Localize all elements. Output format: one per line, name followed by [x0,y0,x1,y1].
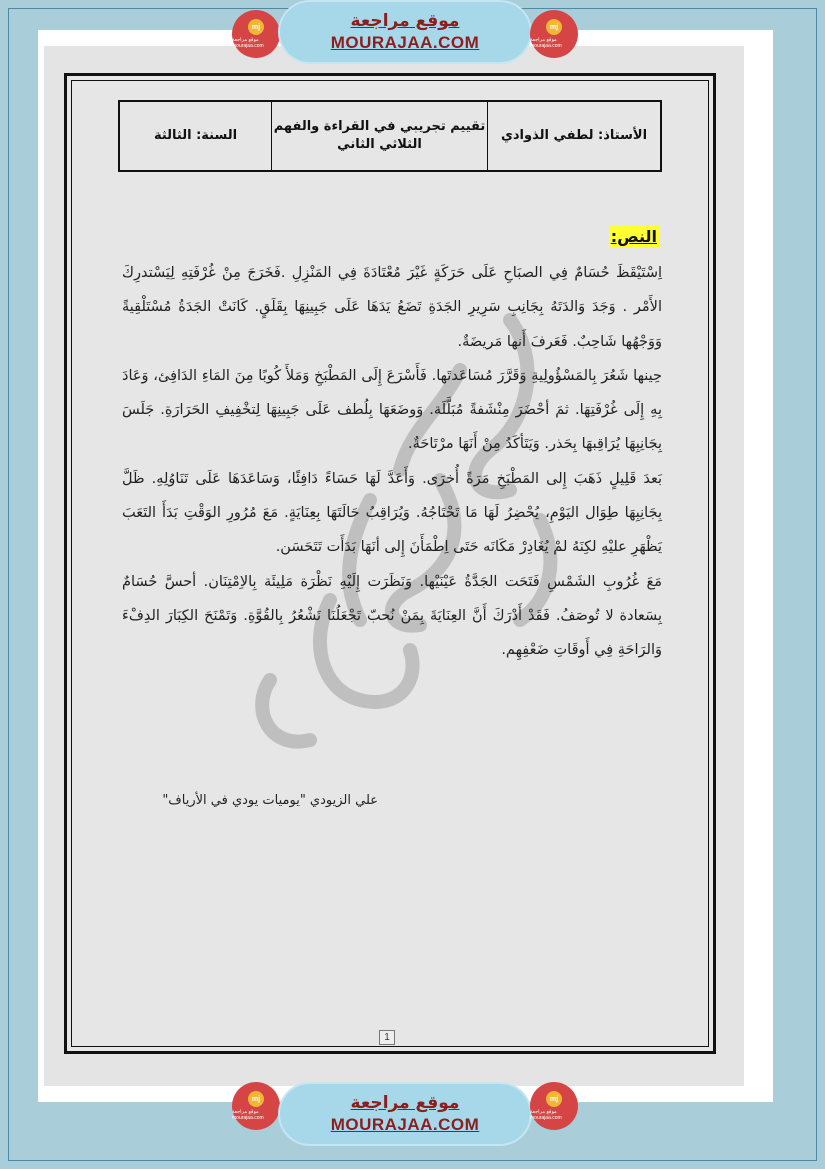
logo-mark-icon: mj [248,1091,264,1107]
logo-mark-icon: mj [546,19,562,35]
reading-text [122,256,662,668]
logo-mark-icon: mj [248,19,264,35]
site-banner-bottom[interactable] [280,1084,530,1144]
teacher-cell: الأستاذ: لطفي الذوادي [500,128,648,143]
logo-mark-icon: mj [546,1091,562,1107]
paragraph-1: اِسْتَيْقَظَ حُسَامٌ فِي الصبَاحِ عَلَى حَرَكَةٍ غَيْرَ مُعْتَادَةَ فِي المَنْزِلِ .فَخَرَجَ مِنْ غُرْفَتِهِ لِيَسْتدرِكَ الأَمْر . وَجَدَ وَالدَتَهُ بِجَانِبِ سَرِيرِ الجَدَةِ تَضَعُ يَدَهَا عَلَى جَبِينِهَا بِقَلَقٍ. كَانَتْ الجَدَةُ مُسْتَلْقِيةً وَوَجْهُها شَاحِبٌ. فَعَرفَ أَنها مَريضَةٌ. [122,265,662,350]
banner-site-url[interactable]: MOURAJAA.COM [330,1115,480,1134]
site-banner-top[interactable] [280,2,530,62]
site-logo-left-top[interactable] [232,10,280,58]
paragraph-2: حِينها شَعُرَ بِالمَسْؤُولِيةِ وَقَرَّرَ مُسَاعَدتَها. فَأَسْرَعَ إِلَى المَطْبَخِ وَمَلأَ كُوبًا مِنَ المَاءِ الدَافِئ، وَعَادَ بِهِ إِلَى غُرْفَتِهَا. ثمَ أحْضَرَ مِنْشَفةً مُبَلَّلَة. وَوضَعَهَا بِلُطف عَلَى جَبِينِهَا لِتخْفِيفِ الحَرَارَةِ. جَلَسَ بِجَانِبِهَا يُرَاقِبهَا بِحَذر. وَيَتَأكَدُ مِنْ أَنَهَا مرْتَاحَةٌ. [122,367,662,453]
page-number-label: 1 [379,1030,395,1045]
page-number [372,1022,402,1052]
site-logo-left-bottom[interactable] [232,1082,280,1130]
school-year-cell: السنة: الثالثة [120,102,272,170]
site-logo-right-top[interactable] [530,10,578,58]
logo-caption: موقع مراجعة mourajaa.com [232,37,264,49]
banner-site-url[interactable]: MOURAJAA.COM [330,33,480,52]
text-source-citation: علي الزيودي "يوميات يودي في الأرياف" [162,793,378,808]
logo-caption: موقع مراجعة mourajaa.com [232,1109,264,1121]
logo-caption: موقع مراجعة mourajaa.com [530,37,562,49]
banner-arabic-title: موقع مراجعة [350,1093,460,1113]
paragraph-3: بَعدَ قَلِيلٍ ذَهَبَ إِلى المَطْبَخِ مَرَةً أُخرَى. وَأَعَدَّ لَهَا حَسَاءً دَافِئًا، وَسَاعَدَهَا عَلَى تَنَاوُلِهِ. ظَلَّ بِجَانِبِهَا طِوَال اليَوْمِ، يُحْضِرُ لَهَا مَا تَحْتَاجُهُ. وَيُرَاقِبُ حَالَتَهَا بِعِنَايَةٍ. مَعَ مُرُورِ الوَقْتِ بَدَأَ التَعَبَ يَظْهَرِ عليْهِ لكِنَهُ لمْ يُغَادِرْ مَكَانَه حَتَى اِطْمَأَنَ إِلى أنَهَا بَدَأَت تَتَحَسَن. [122,470,662,556]
exam-title-cell: تقييم تجريبي في القراءة والفهم الثلاثي الثاني [272,102,488,170]
logo-caption: موقع مراجعة mourajaa.com [530,1109,562,1121]
paragraph-4: مَعَ غُرُوبِ الشَمْسِ فَتَحَت الجَدَّةُ عَيْنَيْها. وَنَظَرَت إِلَيْهِ نَظْرَة مَلِيئَة بِالاِمْتِنَان. أحسَّ حُسَامٌ بِسَعادة لا تُوصَفُ. فَقَدْ أَدْرَكَ أَنَّ العِنَايَةَ بِمَنْ نُحبّ تَجْعَلُنَا نَشْعُرُ بِالقُوَّةِ. وَتَمْنَحَ الكِبَارَ الدِفْءَ وَالرَاحَةِ فِي أَوقَاتِ ضَعْفِهِم. [122,573,662,659]
text-section-label: النص: [610,227,657,246]
banner-arabic-title: موقع مراجعة [350,11,460,31]
site-logo-right-bottom[interactable] [530,1082,578,1130]
exam-header-table [118,100,662,172]
